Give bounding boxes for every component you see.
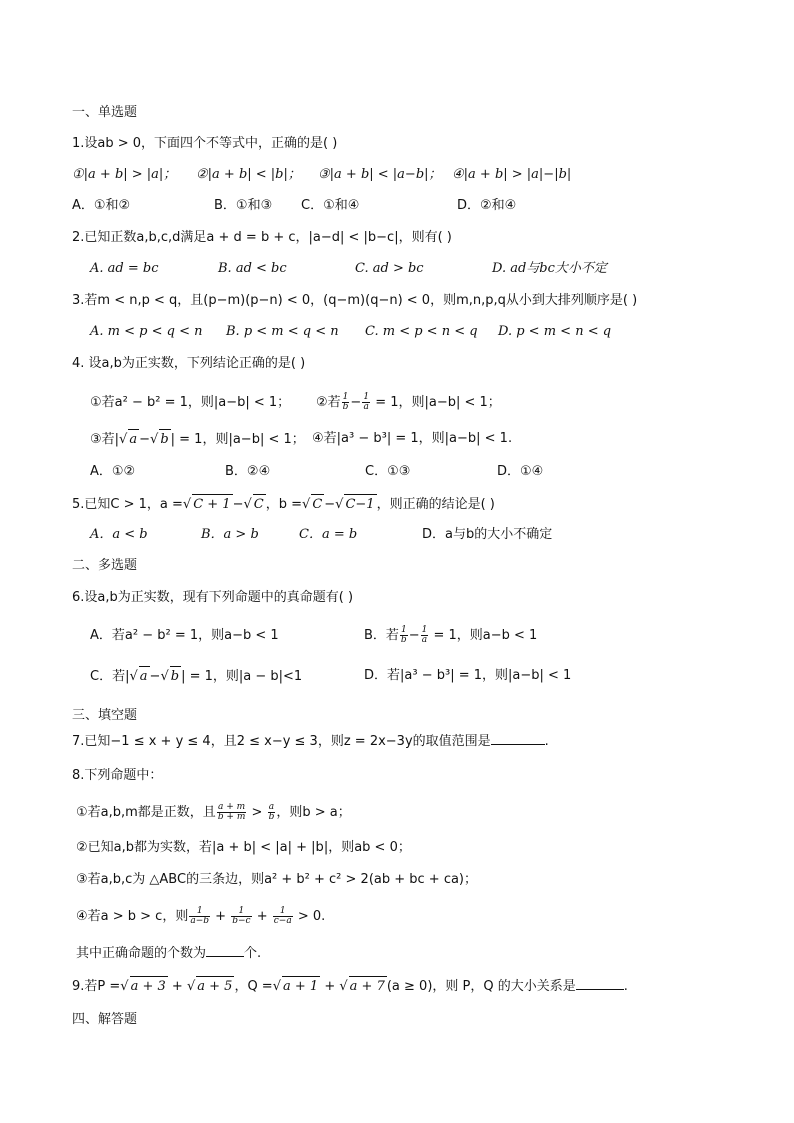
q5-option-b[interactable]: B．a > b [201, 527, 259, 542]
section-heading-answer: 四、解答题 [72, 1012, 138, 1027]
fraction-1-over-a: $\frac{1}{a}$ [363, 392, 370, 412]
q6-option-c[interactable]: C．若|√ a −√ b | = 1，则|a − b|<1 [90, 666, 302, 687]
q4-option-d[interactable]: D．①④ [497, 464, 544, 479]
q4-statement-2: ②若 $\frac{1}{b}$ − $\frac{1}{a}$ = 1，则|a−b| < 1； [316, 392, 501, 412]
q1-statement-4: ④|a + b| > |a|−|b| [452, 167, 572, 182]
section-heading-multi-choice: 二、多选题 [72, 558, 138, 573]
question-8-stem: 8.下列命题中： [72, 768, 163, 783]
q6-option-d[interactable]: D．若|a³ − b³| = 1，则|a−b| < 1 [364, 668, 572, 683]
question-6-stem: 6.设a,b为正实数，现有下列命题中的真命题有( ) [72, 590, 354, 605]
q1-statement-3: ③|a + b| < |a−b|； [318, 167, 442, 182]
q2-option-c[interactable]: C. ad > bc [355, 261, 424, 276]
q2-option-b[interactable]: B. ad < bc [218, 261, 287, 276]
answer-blank[interactable] [576, 977, 624, 990]
answer-blank[interactable] [206, 944, 244, 957]
q1-statement-2: ②|a + b| < |b|； [196, 167, 301, 182]
q1-option-d[interactable]: D．②和④ [457, 198, 517, 213]
q8-statement-2: ②已知a,b都为实数，若|a + b| < |a| + |b|，则ab < 0； [76, 840, 411, 855]
sqrt-a: a [128, 429, 139, 450]
section-heading-fill-blank: 三、填空题 [72, 708, 138, 723]
q6-option-b[interactable]: B．若 $\frac{1}{b}$ − $\frac{1}{a}$ = 1，则a−b < 1 [364, 625, 538, 645]
answer-blank[interactable] [491, 732, 545, 745]
q1-option-c[interactable]: C．①和④ [301, 198, 360, 213]
question-4-stem: 4. 设a,b为正实数，下列结论正确的是( ) [72, 356, 306, 371]
q3-option-b[interactable]: B. p < m < q < n [226, 324, 339, 339]
q8-statement-3: ③若a,b,c为 △ABC的三条边，则a² + b² + c² > 2(ab + bc + ca)； [76, 872, 478, 887]
q4-option-c[interactable]: C．①③ [365, 464, 411, 479]
q1-option-a[interactable]: A．①和② [72, 198, 131, 213]
q8-statement-4: ④若a > b > c，则 $\frac{1}{a-b}$ + $\frac{1}{b-c}$ + $\frac{1}{c-a}$ > 0. [76, 906, 326, 926]
question-5-stem: 5.已知C > 1，a =√ C + 1 −√ C ，b =√ C −√ C−1 ，则正确的结论是( ) [72, 494, 495, 515]
q4-statement-3: ③若|√ a −√ b | = 1，则|a−b| < 1； [90, 429, 305, 450]
question-1-stem: 1.设ab > 0，下面四个不等式中，正确的是( ) [72, 136, 338, 151]
q8-conclusion: 其中正确命题的个数为 个. [76, 946, 262, 961]
q1-statement-1: ①|a + b| > |a|； [72, 167, 177, 182]
q3-option-d[interactable]: D. p < m < n < q [498, 324, 612, 339]
fraction-1-over-b: $\frac{1}{b}$ [342, 392, 349, 412]
q5-option-d[interactable]: D．a与b的大小不确定 [422, 527, 553, 542]
q4-option-a[interactable]: A．①② [90, 464, 136, 479]
q2-option-a[interactable]: A. ad = bc [90, 261, 159, 276]
q1-option-b[interactable]: B．①和③ [214, 198, 273, 213]
q4-statement-4: ④若|a³ − b³| = 1，则|a−b| < 1. [312, 431, 513, 446]
q6-option-a[interactable]: A．若a² − b² = 1，则a−b < 1 [90, 628, 279, 643]
q3-option-c[interactable]: C. m < p < n < q [365, 324, 478, 339]
q2-option-d[interactable]: D. ad与bc大小不定 [492, 261, 607, 276]
section-heading-single-choice: 一、单选题 [72, 105, 138, 120]
q3-option-a[interactable]: A. m < p < q < n [90, 324, 203, 339]
question-9-stem: 9.若P =√ a + 3 + √ a + 5 ，Q =√ a + 1 + √ a + 7 (a ≥ 0)，则 P，Q 的大小关系是 . [72, 976, 628, 997]
question-2-stem: 2.已知正数a,b,c,d满足a + d = b + c，|a−d| < |b−c|，则有( ) [72, 230, 452, 245]
q5-option-a[interactable]: A．a < b [90, 527, 148, 542]
q5-option-c[interactable]: C．a = b [299, 527, 358, 542]
q4-option-b[interactable]: B．②④ [225, 464, 271, 479]
sqrt-b: b [159, 429, 170, 450]
question-3-stem: 3.若m < n,p < q，且(p−m)(p−n) < 0，(q−m)(q−n) < 0，则m,n,p,q从小到大排列顺序是( ) [72, 293, 638, 308]
q4-statement-1: ①若a² − b² = 1，则|a−b| < 1； [90, 395, 291, 410]
question-7-stem: 7.已知−1 ≤ x + y ≤ 4，且2 ≤ x−y ≤ 3，则z = 2x−3y的取值范围是 . [72, 734, 549, 749]
q8-statement-1: ①若a,b,m都是正数，且 $\frac{a + m}{b + m}$ > $\frac{a}{b}$ ，则b > a； [76, 802, 351, 822]
